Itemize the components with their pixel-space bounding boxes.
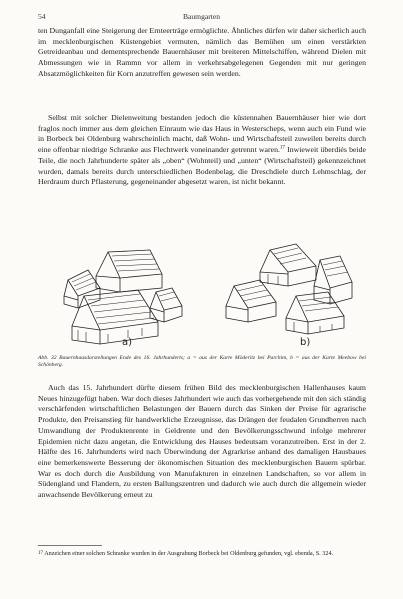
paragraph-1: ten Dunganfall eine Steigerung der Ernteerträge ermöglichte. Ähnliches dürfen wir daher sicherlich auch im mecklenburgischen Küstengebiet vermuten, nämlich das Bemühen um einen verstärkten Getreideanbau und dementsprechende Bauernhäuser mit breiteren Mittelschiffen, während Dielen mit Abmessungen wie in Rammn vor allem in verkehrsabgelegenen Gegenden mit nur geringen Absatzmöglichkeiten für Korn anzutreffen gewesen sein werden. [38, 26, 366, 78]
figure-caption: Abb. 32 Bauernhausdarstellungen Ende des 16. Jahrhunderts; a = aus der Karte Möderitz bei Parchim, b = aus der Karte Meebow bei Schönberg. [38, 355, 366, 369]
paragraph-3: Auch das 15. Jahrhundert dürfte diesem frühen Bild des mecklenburgischen Hallenhauses kaum Neues hinzugefügt haben. War doch dieses Jahrhundert wie auch das vorhergehende mit den sich ständig verschärfenden wirtschaftlichen Belastungen der Bauern durch das Sinken der Preise für agrarische Produkte, den Preisanstieg für handwerkliche Erzeugnisse, das Drängen der feudalen Grundherren nach Umwandlung der Produktenrente in Geldrente und den Bevölkerungsschwund infolge mehrerer Epidemien nicht dazu angetan, die Entwicklung des Hauses bedeutsam voranzutreiben. Erst in der 2. Hälfte des 16. Jahrhunderts wird nach Überwindung der Agrarkrise anhand des damaligen Hausbaues eine bemerkenswerte Besserung der ökonomischen Situation des mecklenburgischen Bauern spürbar. War es doch durch die Ausbildung von Manufakturen in einzelnen Landschaften, so vor allem in Südengland und Flandern, zu ersten Ballungszentren und dadurch wie auch durch die allgemein wieder anwachsende Bevölkerung erneut zu [38, 383, 366, 500]
figure-house-drawings [38, 230, 366, 358]
drawing-b [226, 244, 352, 334]
drawing-a [64, 250, 182, 344]
footnote-ref: 17 [279, 145, 285, 151]
paragraph-2-part-1: Selbst mit solcher Dielenweitung bestanden jedoch die küstennahen Bauernhäuser hier wie dort fraglos noch immer aus dem gleichen Einraum wie das Haus in Westerscheps, wenn auch ein Fund wie in Borbeck bei Oldenburg wahrscheinlich macht, daß Wohn- und Wirtschaftsteil zuweilen bereits durch eine offenbar niedrige Schranke aus Flechtwerk voneinander getrennt waren. [38, 113, 366, 155]
footnote-rule [38, 545, 102, 546]
footnote-text: Anzeichen einer solchen Schranke wurden in der Ausgrabung Borbeck bei Oldenburg gefunden, vgl. ebenda, S. 324. [43, 550, 334, 557]
page-number: 54 [38, 12, 46, 21]
footnote [38, 550, 366, 558]
footnote-number: 17 [38, 551, 43, 556]
running-head: Baumgarten [182, 12, 221, 21]
paragraph-2 [38, 113, 366, 188]
figure-label-b: b) [300, 337, 311, 348]
paragraph-2-part-2: Inwieweit überdiés beide Teile, die noch Jahrhunderte später als „oben“ (Wohnteil) und „unten“ (Wirtschaftsteil) gekennzeichnet wurden, damals bereits durch unterschiedlichen Bodenbelag, die Dreschdiele durch Lehmschlag, der Herdraum durch Pflasterung, gegeneinander abgesetzt waren, ist nicht bekannt. [38, 145, 366, 187]
figure-label-a: a) [122, 337, 133, 348]
